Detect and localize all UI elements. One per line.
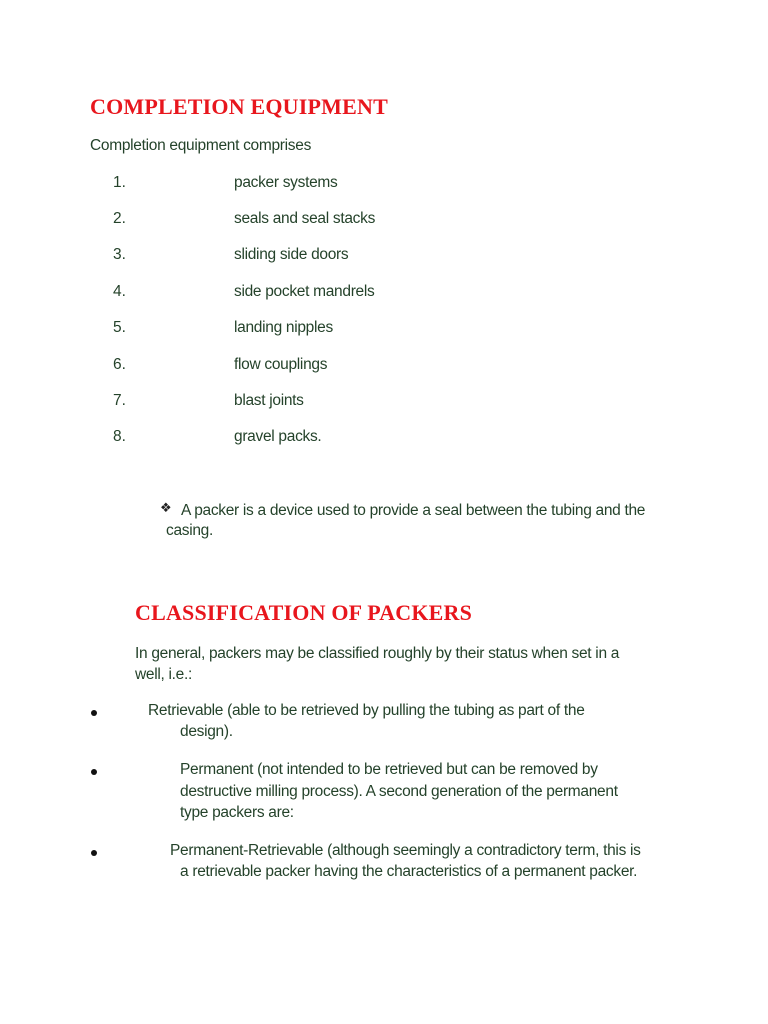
permanent-line1: Permanent (not intended to be retrieved but can be removed by [180,761,598,778]
bullet-dot-icon [91,769,97,775]
retrievable-line2: design). [180,723,233,740]
diamond-bullet-icon: ❖ [160,501,172,516]
list-item-number: 5. [113,319,126,336]
permanent-retrievable-line2: a retrievable packer having the characteristics of a permanent packer. [180,863,638,880]
packer-definition-line1: A packer is a device used to provide a seal between the tubing and the [181,502,646,519]
paragraph-line2: well, i.e.: [135,666,192,683]
list-item-number: 8. [113,428,126,445]
intro-text: Completion equipment comprises [90,137,312,154]
retrievable-line1: Retrievable (able to be retrieved by pulling the tubing as part of the [148,702,585,719]
list-item-number: 2. [113,210,126,227]
list-item: flow couplings [234,356,328,373]
list-item: side pocket mandrels [234,283,375,300]
paragraph-line1: In general, packers may be classified roughly by their status when set in a [135,645,620,662]
heading-completion-equipment: COMPLETION EQUIPMENT [90,94,388,119]
packer-definition-line2: casing. [166,522,214,539]
list-item: sliding side doors [234,246,349,263]
list-item-number: 6. [113,356,126,373]
permanent-line3: type packers are: [180,804,294,821]
list-item: landing nipples [234,319,333,336]
permanent-retrievable-line1: Permanent-Retrievable (although seemingly a contradictory term, this is [170,842,641,859]
list-item-number: 4. [113,283,126,300]
bullet-dot-icon [91,850,97,856]
heading-classification-of-packers: CLASSIFICATION OF PACKERS [135,600,473,625]
list-item: packer systems [234,174,338,191]
classification-paragraph [135,643,675,685]
list-item: seals and seal stacks [234,210,376,227]
list-item-number: 7. [113,392,126,409]
permanent-line2: destructive milling process). A second generation of the permanent [180,783,618,800]
bullet-dot-icon [91,710,97,716]
list-item-number: 1. [113,174,126,191]
list-item: blast joints [234,392,304,409]
list-item: gravel packs. [234,428,322,445]
list-item-number: 3. [113,246,126,263]
